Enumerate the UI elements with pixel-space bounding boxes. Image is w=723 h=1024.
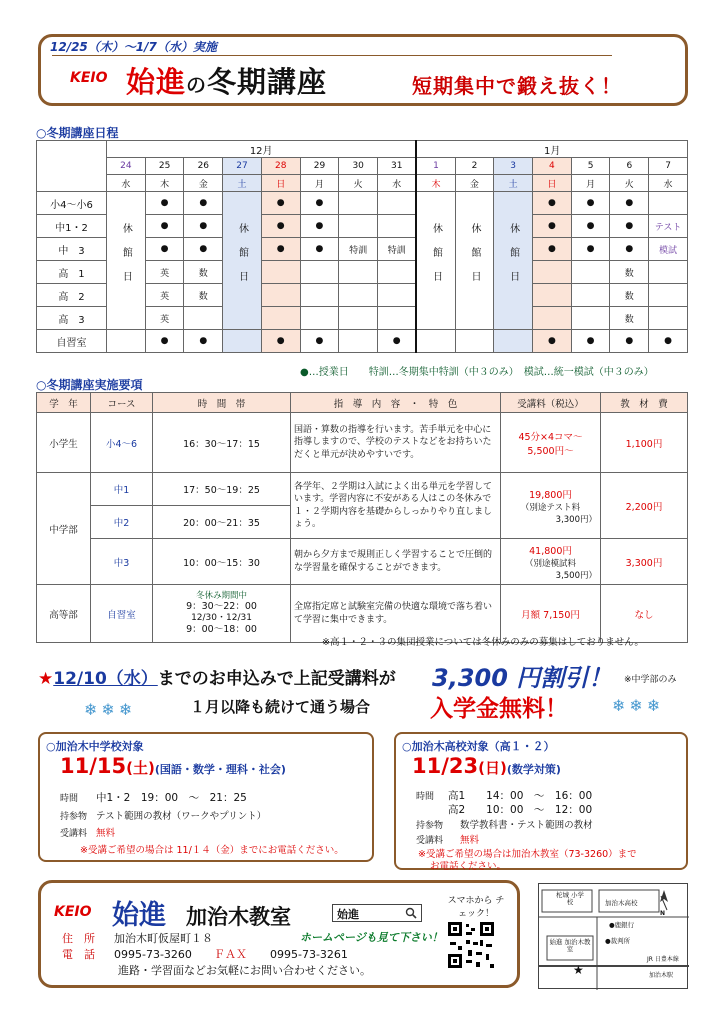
jhs-time-row (60, 790, 247, 805)
schedule-cell: 数 (184, 284, 223, 307)
hs-time-row (416, 788, 592, 803)
schedule-cell (649, 307, 688, 330)
schedule-cell: 英 (145, 284, 184, 307)
class-day-dot: ● (533, 192, 572, 215)
promo-free: 入学金無料！ (430, 696, 568, 722)
class-day-dot: ● (261, 192, 300, 215)
date-cell: 25 (145, 158, 184, 175)
req-col-content: 指 導 内 容 ・ 特 色 (291, 393, 501, 413)
map-station1: JR 日豊本線 (647, 956, 679, 963)
req-fee (501, 413, 601, 473)
schedule-cell (300, 261, 339, 284)
fax-label: ＦＡＸ (214, 948, 247, 961)
page-title (126, 60, 327, 101)
schedule-cell (107, 330, 146, 353)
date-cell: 27 (223, 158, 262, 175)
map-school1: 柁城 小学校 (555, 891, 585, 907)
req-grade: 高等部 (37, 585, 91, 643)
schedule-row (37, 330, 688, 353)
req-fee-note2: 3,300円） (555, 514, 597, 525)
closed-label: 休館日 (468, 223, 480, 295)
req-row-elem (37, 413, 688, 473)
class-day-dot: ● (184, 330, 223, 353)
weekday-cell: 日 (261, 175, 300, 192)
class-day-dot: ● (610, 238, 649, 261)
req-content: 国語・算数の指導を行います。苦手単元を中心に指導しますので、学校のテストなどをお持ちいただくと単元が決めやすいです。 (291, 413, 501, 473)
search-icon (405, 907, 417, 919)
closed-cell (416, 192, 455, 330)
schedule-cell (261, 284, 300, 307)
page-subtitle: 短期集中で鍛え抜く！ (412, 74, 622, 98)
schedule-cell: テスト (649, 215, 688, 238)
hs-fee: 無料 (460, 835, 480, 846)
map-place: 始進 加治木教室 (549, 938, 591, 954)
req-time: 17：50～19：25 (153, 473, 291, 506)
hs-time2: 高2 10：00 ～ 12：00 (448, 804, 593, 816)
closed-label: 休館日 (430, 223, 442, 295)
search-text: 始進 (337, 908, 359, 921)
date-cell: 2 (455, 158, 494, 175)
schedule-cell (378, 192, 417, 215)
class-day-dot: ● (571, 215, 610, 238)
promo-only: ※中学部のみ (624, 675, 677, 685)
closed-label: 休館日 (236, 223, 248, 295)
jhs-fee-label: 受講料 (60, 829, 88, 839)
req-time (153, 585, 291, 643)
class-day-dot: ● (145, 330, 184, 353)
class-day-dot: ● (300, 238, 339, 261)
closed-cell (107, 192, 146, 330)
schedule-cell (339, 215, 378, 238)
hs-date: 11/23 (412, 754, 479, 778)
promo-deadline: 12/10（水） (53, 669, 158, 689)
schedule-cell (455, 330, 494, 353)
weekday-cell: 土 (223, 175, 262, 192)
snowflake-icon: ❄❄❄ (612, 696, 665, 715)
class-day-dot: ● (300, 192, 339, 215)
class-day-dot: ● (300, 215, 339, 238)
req-course: 自習室 (91, 585, 153, 643)
req-grade: 中学部 (37, 473, 91, 585)
search-box[interactable] (332, 904, 422, 922)
date-cell: 30 (339, 158, 378, 175)
schedule-row-label: 高 3 (37, 307, 107, 330)
schedule-cell (571, 261, 610, 284)
map-school2: 加治木高校 (605, 899, 638, 907)
req-time-line1: 9：30～22：00 (186, 601, 257, 613)
hs-subjects: (数学対策) (506, 763, 561, 776)
date-cell: 31 (378, 158, 417, 175)
schedule-cell (339, 330, 378, 353)
weekday-cell: 月 (300, 175, 339, 192)
req-content: 全席指定席と試験室完備の快適な環境で落ち着いて学習に集中できます。 (291, 585, 501, 643)
brand-logo: KEIO (70, 70, 108, 86)
map-bank: ●鹿銀行 (609, 921, 635, 929)
hs-fee-label: 受講料 (416, 836, 444, 846)
class-day-dot: ● (184, 192, 223, 215)
req-time-head: 冬休み期間中 (195, 590, 247, 601)
schedule-cell (649, 284, 688, 307)
req-row-jhs1 (37, 473, 688, 506)
footer-brand: 始進 (112, 900, 166, 931)
schedule-cell (571, 307, 610, 330)
schedule-cell (378, 215, 417, 238)
schedule-cell: 英 (145, 307, 184, 330)
schedule-cell (184, 307, 223, 330)
req-col-fee: 受講料（税込） (501, 393, 601, 413)
closed-cell (494, 192, 533, 330)
jhs-box-date (60, 754, 286, 778)
schedule-corner (37, 141, 107, 192)
schedule-cell (494, 330, 533, 353)
weekday-cell: 水 (378, 175, 417, 192)
schedule-cell: 数 (610, 307, 649, 330)
req-header-row (37, 393, 688, 413)
jhs-subjects: (国語・数学・理科・社会) (154, 763, 286, 776)
schedule-row-label: 中1・2 (37, 215, 107, 238)
req-fee-note: （別途模試料 (524, 558, 576, 569)
schedule-cell (223, 330, 262, 353)
date-cell: 24 (107, 158, 146, 175)
schedule-row-label: 高 1 (37, 261, 107, 284)
req-fee-line2: 5,500円～ (527, 445, 574, 457)
class-day-dot: ● (533, 238, 572, 261)
month-dec: 12月 (107, 141, 417, 158)
hs-box-title: ○加治木高校対象（高１・２） (402, 740, 555, 753)
weekday-cell: 木 (416, 175, 455, 192)
weekday-cell: 金 (184, 175, 223, 192)
class-day-dot: ● (184, 215, 223, 238)
schedule-cell (649, 192, 688, 215)
address-row (62, 930, 213, 946)
req-time-line3: 9：00～18：00 (186, 624, 257, 636)
req-time-line2: 12/30・12/31 (191, 613, 252, 624)
schedule-legend: ●…授業日 特訓…冬期集中特訓（中３のみ） 模試…統一模試（中３のみ） (300, 367, 654, 378)
req-fee-main: 41,800円 (529, 545, 572, 557)
weekday-cell: 火 (610, 175, 649, 192)
weekday-cell: 金 (455, 175, 494, 192)
star-icon: ★ (573, 963, 584, 977)
req-course: 中1 (91, 473, 153, 506)
schedule-table (36, 140, 688, 353)
date-cell: 7 (649, 158, 688, 175)
date-cell: 4 (533, 158, 572, 175)
jhs-bring: テスト範囲の教材（ワークやプリント） (96, 811, 267, 822)
footer-logo: KEIO (54, 904, 92, 920)
promo-line2: １月以降も続けて通う場合 (190, 698, 371, 716)
req-course: 中2 (91, 506, 153, 539)
date-cell: 3 (494, 158, 533, 175)
requirements-section-title: ○冬期講座実施要項 (36, 378, 143, 392)
class-day-dot: ● (533, 330, 572, 353)
closed-cell (223, 192, 262, 330)
jhs-time-label: 時間 (60, 794, 79, 804)
schedule-row-label: 自習室 (37, 330, 107, 353)
address-label: 住 所 (62, 932, 95, 945)
hs-time1: 高1 14：00 ～ 16：00 (448, 790, 593, 802)
schedule-row-label: 中 3 (37, 238, 107, 261)
req-fee-main: 19,800円 (529, 489, 572, 501)
map-station2: 加治木駅 (649, 972, 674, 979)
footer-closing: 進路・学習面などお気軽にお問い合わせください。 (118, 964, 371, 977)
north-icon: N (660, 910, 666, 917)
req-row-jhs3 (37, 539, 688, 585)
schedule-cell (261, 307, 300, 330)
title-no: の (186, 73, 208, 97)
title-brand: 始進 (126, 65, 187, 99)
schedule-cell (300, 284, 339, 307)
hs-bring-label: 持参物 (416, 821, 444, 831)
req-col-grade: 学 年 (37, 393, 91, 413)
qr-code-icon[interactable] (446, 920, 496, 970)
schedule-cell (339, 284, 378, 307)
schedule-cell (378, 307, 417, 330)
access-map (538, 883, 688, 989)
hs-fee-row (416, 832, 479, 846)
closed-cell (455, 192, 494, 330)
schedule-section-title: ○冬期講座日程 (36, 126, 119, 140)
header-date: 12/25（木）～1/7（水）実施 (50, 40, 217, 54)
weekday-cell: 木 (145, 175, 184, 192)
schedule-cell (416, 330, 455, 353)
req-course: 小4～6 (91, 413, 153, 473)
date-cell: 6 (610, 158, 649, 175)
jhs-fee: 無料 (96, 828, 116, 839)
class-day-dot: ● (571, 238, 610, 261)
map-court: ●裁判所 (605, 937, 631, 945)
homepage-text: ホームページも見て下さい！ (300, 931, 443, 944)
class-day-dot: ● (145, 238, 184, 261)
schedule-cell (533, 307, 572, 330)
class-day-dot: ● (300, 330, 339, 353)
req-material: 2,200円 (601, 473, 688, 539)
weekday-cell: 火 (339, 175, 378, 192)
promo-text1: までのお申込みで上記受講料が (157, 669, 396, 689)
req-col-time: 時 間 帯 (153, 393, 291, 413)
hs-note2: お電話ください。 (430, 861, 507, 872)
header-divider (52, 55, 612, 56)
closed-label: 休館日 (507, 223, 519, 295)
class-day-dot: ● (533, 215, 572, 238)
req-material: 3,300円 (601, 539, 688, 585)
schedule-cell: 特訓 (339, 238, 378, 261)
req-fee-line1: 45分×4コマ～ (518, 431, 583, 443)
schedule-cell: 英 (145, 261, 184, 284)
schedule-weekday-row (37, 175, 688, 192)
jhs-box-title: ○加治木中学校対象 (46, 740, 144, 753)
star-icon: ★ (38, 669, 54, 689)
schedule-cell: 特訓 (378, 238, 417, 261)
req-grade: 小学生 (37, 413, 91, 473)
fax: 0995-73-3261 (270, 948, 348, 961)
schedule-cell (339, 261, 378, 284)
jhs-date: 11/15 (60, 754, 127, 778)
schedule-cell (300, 307, 339, 330)
weekday-cell: 土 (494, 175, 533, 192)
req-fee (501, 473, 601, 539)
schedule-cell (649, 261, 688, 284)
hs-box-date (412, 754, 561, 778)
title-rest: 冬期講座 (207, 65, 328, 99)
schedule-date-row (37, 158, 688, 175)
schedule-row-label: 高 2 (37, 284, 107, 307)
requirements-table (36, 392, 688, 643)
footer-branch: 加治木教室 (186, 905, 291, 929)
class-day-dot: ● (261, 238, 300, 261)
month-jan: 1月 (416, 141, 687, 158)
hs-dow: (日) (478, 759, 507, 777)
schedule-row (37, 192, 688, 215)
requirements-note: ※高１・２・３の集団授業については冬休みのみの募集はしておりません。 (322, 637, 644, 648)
req-fee (501, 539, 601, 585)
jhs-note: ※受講ご希望の場合は 11/１４（金）までにお電話ください。 (80, 845, 344, 856)
jhs-bring-row (60, 808, 266, 822)
class-day-dot: ● (378, 330, 417, 353)
tel-row (62, 946, 348, 962)
class-day-dot: ● (261, 215, 300, 238)
weekday-cell: 月 (571, 175, 610, 192)
hs-bring: 数学教科書・テスト範囲の教材 (460, 820, 593, 831)
hs-time-label: 時間 (416, 792, 435, 802)
weekday-cell: 日 (533, 175, 572, 192)
schedule-cell: 数 (610, 261, 649, 284)
req-content: 各学年、２学期は入試によく出る単元を学習しています。学習内容に不安がある人はこの冬休みで１・２学期内容を基礎からしっかりやり直しましょう。 (291, 473, 501, 539)
promo-discount: 3,300 円割引！ (432, 664, 613, 692)
date-cell: 1 (416, 158, 455, 175)
schedule-month-row (37, 141, 688, 158)
req-material: 1,100円 (601, 413, 688, 473)
class-day-dot: ● (649, 330, 688, 353)
req-time: 16：30～17：15 (153, 413, 291, 473)
req-time: 20：00～21：35 (153, 506, 291, 539)
weekday-cell: 水 (107, 175, 146, 192)
address: 加治木町仮屋町１８ (114, 932, 213, 945)
tel: 0995-73-3260 (114, 948, 192, 961)
tel-label: 電 話 (62, 948, 95, 961)
class-day-dot: ● (571, 330, 610, 353)
schedule-cell: 模試 (649, 238, 688, 261)
class-day-dot: ● (610, 215, 649, 238)
class-day-dot: ● (145, 215, 184, 238)
closed-label: 休館日 (120, 223, 132, 295)
schedule-cell (378, 284, 417, 307)
date-cell: 28 (261, 158, 300, 175)
schedule-cell (378, 261, 417, 284)
schedule-row-label: 小4～小6 (37, 192, 107, 215)
schedule-cell (339, 307, 378, 330)
schedule-cell (571, 284, 610, 307)
class-day-dot: ● (261, 330, 300, 353)
weekday-cell: 水 (649, 175, 688, 192)
req-fee: 月額 7,150円 (501, 585, 601, 643)
hs-note1: ※受講ご希望の場合は加治木教室（73-3260）まで (418, 849, 637, 860)
req-fee-note2: 3,500円） (555, 570, 597, 581)
schedule-cell: 数 (184, 261, 223, 284)
promo-line1 (38, 664, 396, 689)
req-col-material: 教 材 費 (601, 393, 688, 413)
schedule-cell: 数 (610, 284, 649, 307)
jhs-bring-label: 持参物 (60, 812, 88, 822)
jhs-fee-row (60, 825, 115, 839)
date-cell: 29 (300, 158, 339, 175)
jhs-dow: (土) (126, 759, 155, 777)
qr-caption: スマホから チェック！ (447, 896, 505, 919)
req-col-course: コース (91, 393, 153, 413)
date-cell: 26 (184, 158, 223, 175)
class-day-dot: ● (145, 192, 184, 215)
req-content: 朝から夕方まで規則正しく学習することで圧倒的な学習量を確保することができます。 (291, 539, 501, 585)
req-material: なし (601, 585, 688, 643)
req-time: 10：00～15：30 (153, 539, 291, 585)
class-day-dot: ● (571, 192, 610, 215)
schedule-cell (339, 192, 378, 215)
date-cell: 5 (571, 158, 610, 175)
req-course: 中3 (91, 539, 153, 585)
schedule-cell (261, 261, 300, 284)
jhs-time: 中1・2 19：00 ～ 21：25 (96, 792, 247, 804)
hs-bring-row (416, 817, 593, 831)
schedule-cell (533, 261, 572, 284)
class-day-dot: ● (184, 238, 223, 261)
class-day-dot: ● (610, 192, 649, 215)
schedule-cell (533, 284, 572, 307)
snowflake-icon: ❄❄❄ (84, 700, 137, 719)
req-fee-note: （別途テスト料 (520, 502, 581, 513)
class-day-dot: ● (610, 330, 649, 353)
